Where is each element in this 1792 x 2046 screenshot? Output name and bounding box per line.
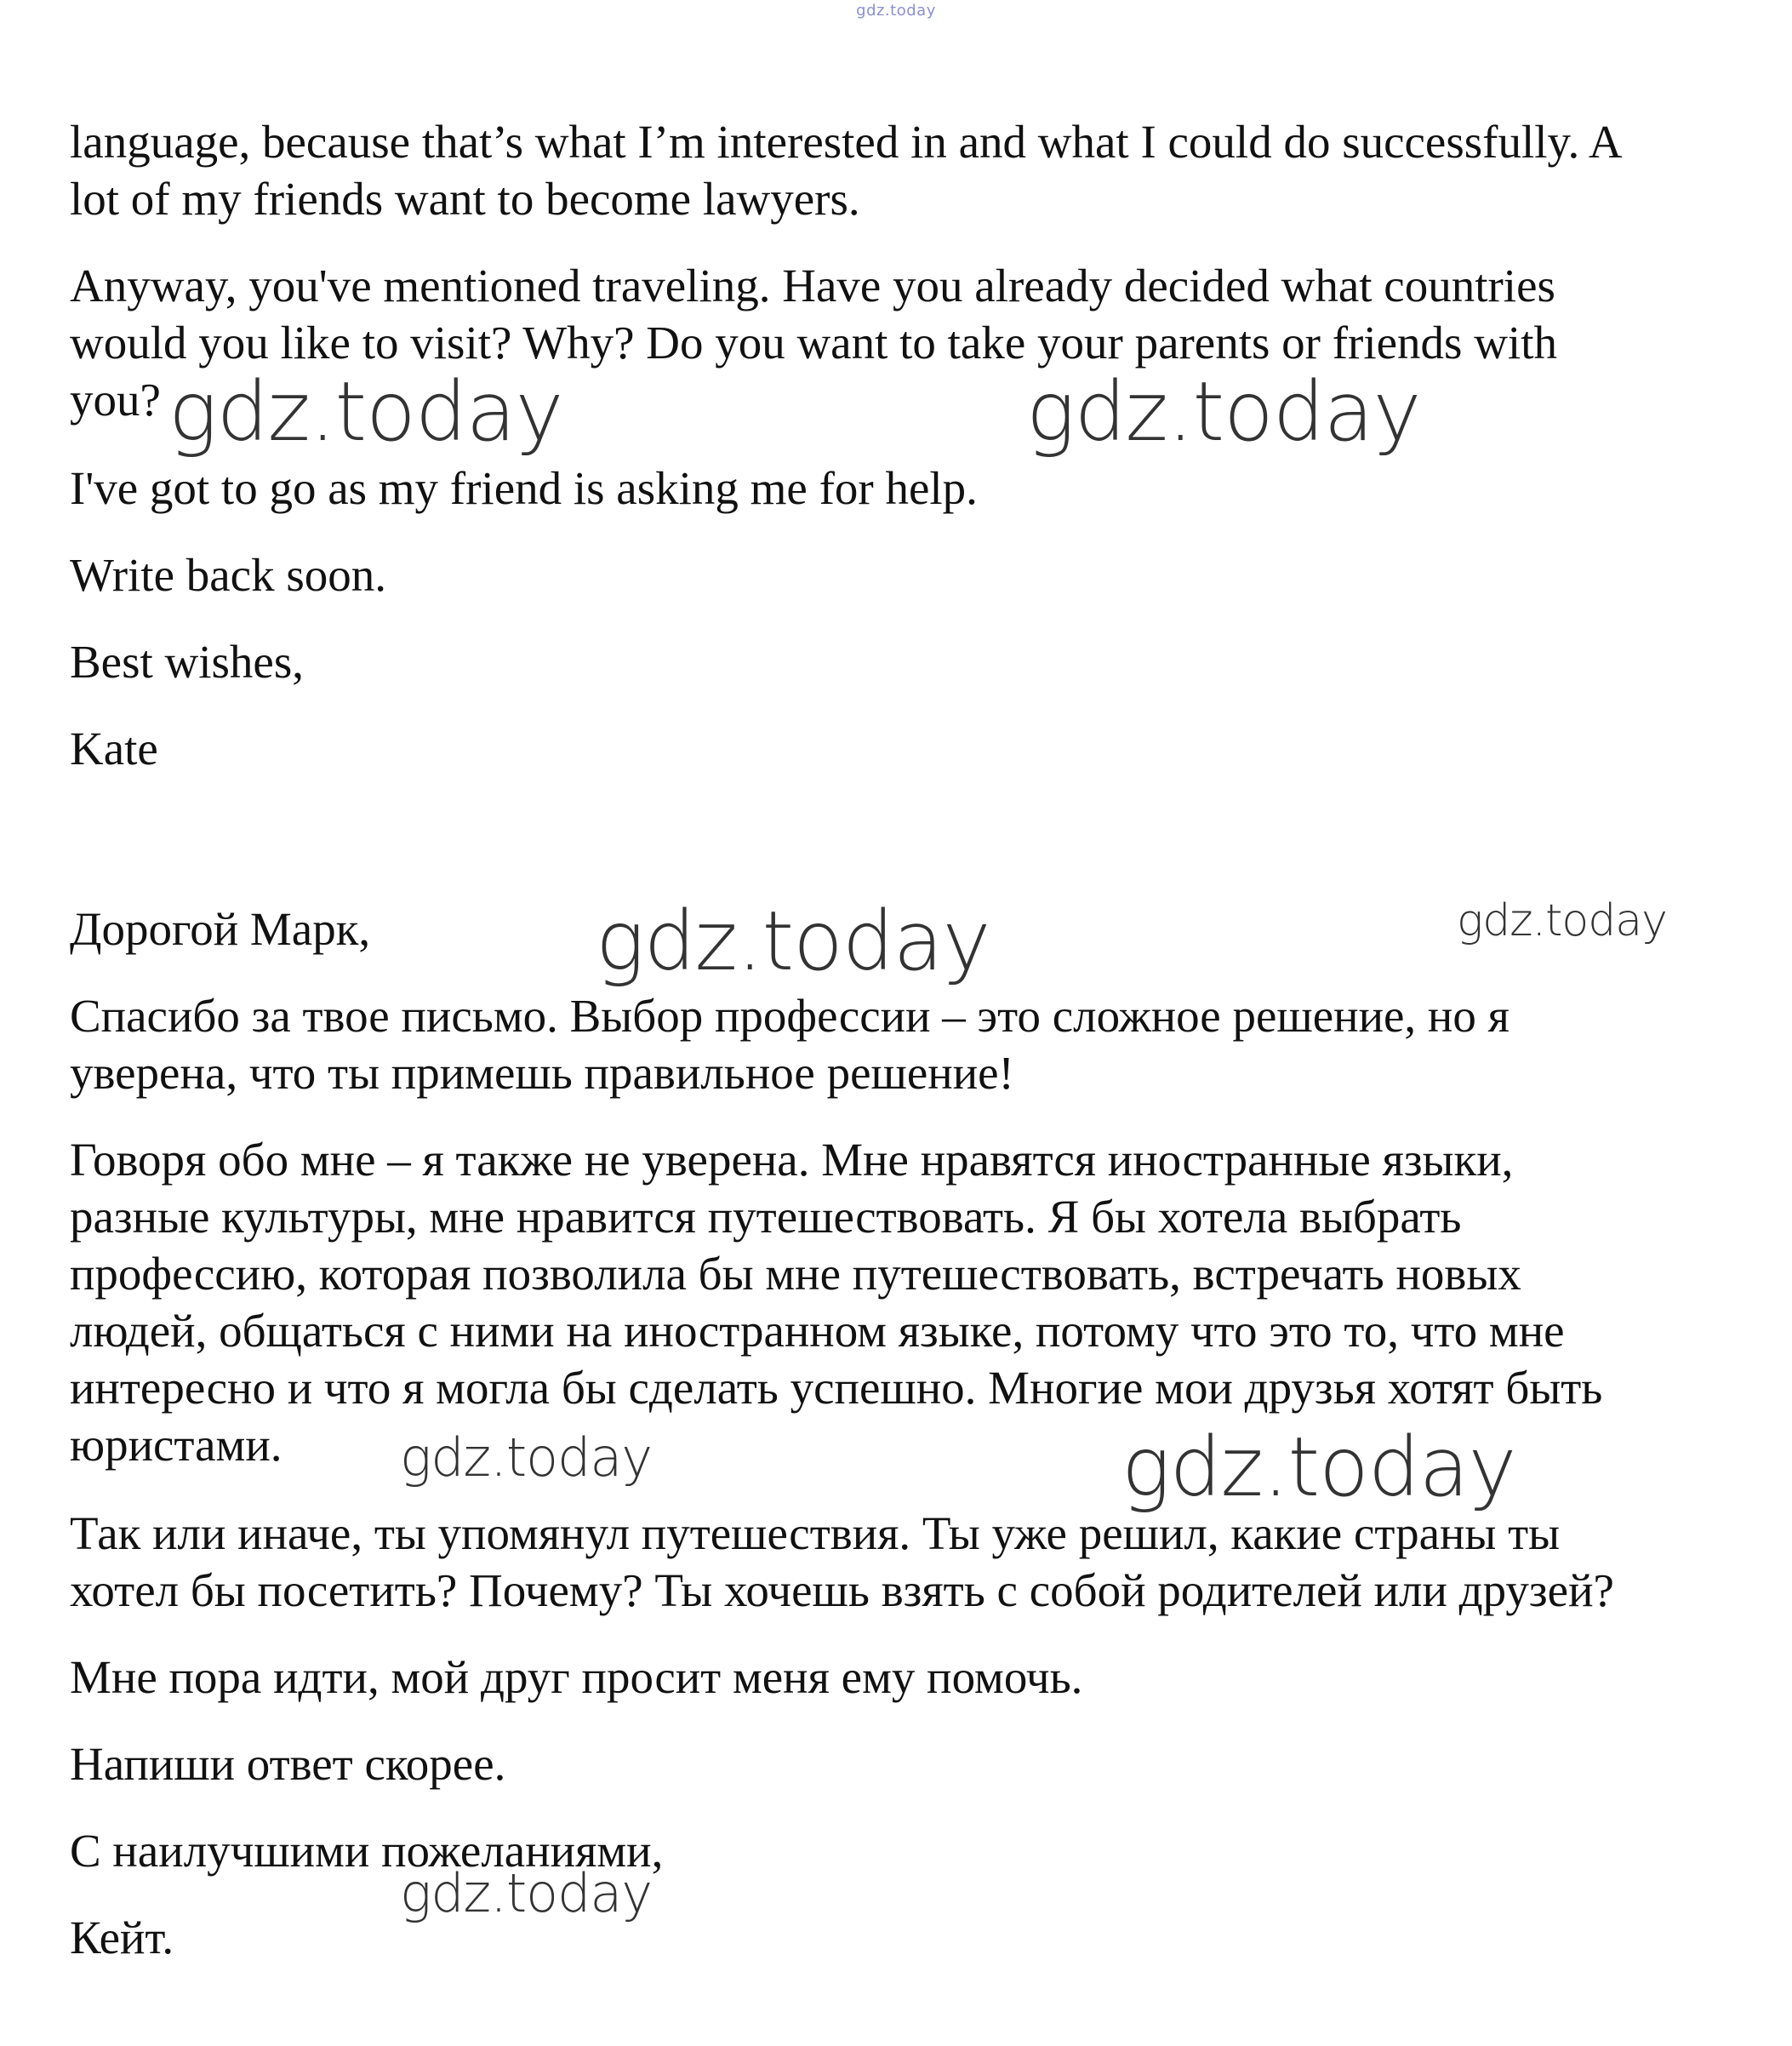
text-line: юристами.	[70, 1419, 282, 1471]
text-line: lot of my friends want to become lawyers.	[70, 173, 860, 225]
english-paragraph-1	[70, 113, 1738, 227]
text-line: интересно и что я могла бы сделать успешно. Многие мои друзья хотят быть	[70, 1362, 1603, 1414]
english-paragraph-4: Write back soon.	[70, 549, 386, 601]
russian-paragraph-5: Напиши ответ скорее.	[70, 1738, 506, 1790]
text-line: профессию, которая позволила бы мне путешествовать, встречать новых	[70, 1248, 1521, 1300]
watermark: gdz.today	[400, 1426, 653, 1489]
text-line: Спасибо за твое письмо. Выбор профессии – это сложное решение, но я	[70, 990, 1510, 1042]
english-signature: Kate	[70, 723, 158, 774]
english-closing: Best wishes,	[70, 636, 304, 688]
text-line: Говоря обо мне – я также не уверена. Мне нравятся иностранные языки,	[70, 1134, 1514, 1186]
text-line: would you like to visit? Why? Do you want to take your parents or friends with	[70, 317, 1557, 369]
russian-paragraph-4: Мне пора идти, мой друг просит меня ему помочь.	[70, 1651, 1083, 1703]
watermark: gdz.today	[168, 364, 563, 460]
text-line: language, because that’s what I’m interested in and what I could do successfully. A	[70, 116, 1623, 168]
russian-signature: Кейт.	[70, 1912, 174, 1963]
text-line: людей, общаться с ними на иностранном языке, потому что это то, что мне	[70, 1305, 1565, 1357]
watermark: gdz.today	[1026, 364, 1421, 460]
text-line: хотел бы посетить? Почему? Ты хочешь взять с собой родителей или друзей?	[70, 1564, 1614, 1616]
text-line: уверена, что ты примешь правильное решение!	[70, 1047, 1014, 1099]
text-line: Так или иначе, ты упомянул путешествия. Ты уже решил, какие страны ты	[70, 1507, 1561, 1559]
russian-greeting: Дорогой Марк,	[70, 903, 371, 955]
russian-closing: С наилучшими пожеланиями,	[70, 1825, 664, 1877]
watermark: gdz.today	[1457, 895, 1667, 946]
russian-paragraph-1	[70, 987, 1738, 1101]
text-line: разные культуры, мне нравится путешествовать. Я бы хотела выбрать	[70, 1191, 1462, 1243]
russian-paragraph-3	[70, 1505, 1738, 1619]
watermark: gdz.today	[596, 894, 990, 989]
text-line: Anyway, you've mentioned traveling. Have you already decided what countries	[70, 260, 1555, 311]
english-paragraph-3: I've got to go as my friend is asking me for help.	[70, 462, 978, 514]
watermark: gdz.today	[1121, 1420, 1516, 1515]
text-line: you?	[70, 374, 161, 426]
top-watermark: gdz.today	[856, 2, 936, 20]
watermark: gdz.today	[400, 1862, 653, 1924]
